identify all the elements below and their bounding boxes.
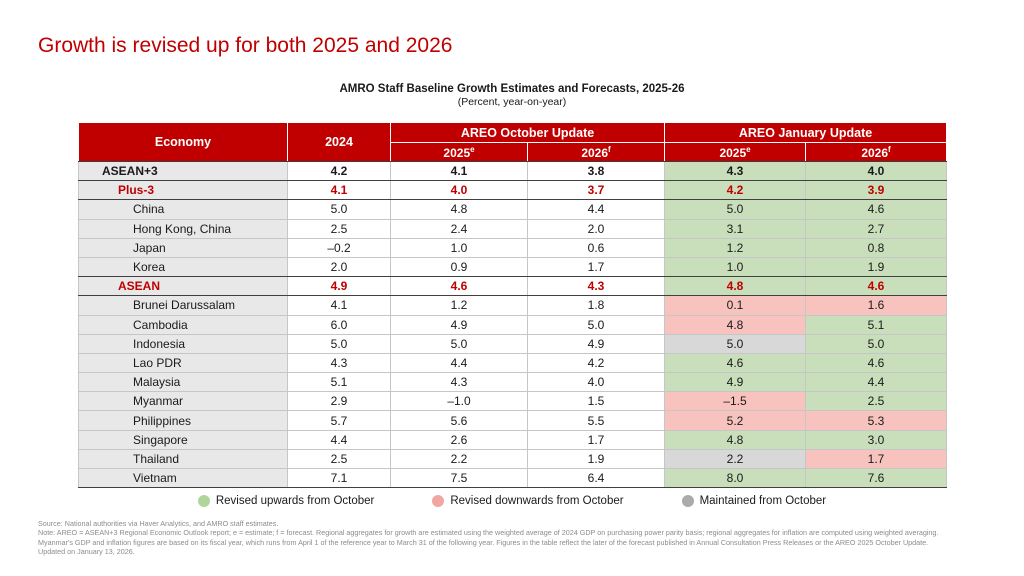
jan2026-cell: 5.0 bbox=[806, 334, 947, 353]
oct2026-cell: 4.2 bbox=[528, 353, 665, 372]
legend-label: Revised upwards from October bbox=[215, 495, 375, 507]
jan2026-cell: 2.5 bbox=[806, 392, 947, 411]
maintained-dot-icon bbox=[682, 495, 694, 507]
jan2025-cell: 3.1 bbox=[665, 219, 806, 238]
jan2025-cell: 4.6 bbox=[665, 353, 806, 372]
economy-cell: Vietnam bbox=[79, 469, 288, 488]
estimate-superscript: e bbox=[470, 144, 475, 154]
economy-cell: Lao PDR bbox=[79, 353, 288, 372]
oct2025-cell: 4.3 bbox=[391, 373, 528, 392]
jan2025-cell: 1.2 bbox=[665, 238, 806, 257]
header-year-text: 2025 bbox=[443, 145, 471, 160]
jan2026-cell: 4.6 bbox=[806, 353, 947, 372]
jan2025-cell: 8.0 bbox=[665, 469, 806, 488]
v2024-cell: 5.1 bbox=[288, 373, 391, 392]
oct2026-cell: 1.5 bbox=[528, 392, 665, 411]
jan2026-cell: 1.9 bbox=[806, 257, 947, 276]
oct2025-cell: 4.1 bbox=[391, 162, 528, 181]
legend bbox=[78, 495, 946, 507]
v2024-cell: 2.0 bbox=[288, 257, 391, 276]
header-oct-2025 bbox=[391, 143, 528, 162]
jan2026-cell: 3.0 bbox=[806, 430, 947, 449]
table-row bbox=[79, 257, 947, 276]
estimate-superscript: e bbox=[746, 144, 751, 154]
header-january-group: AREO January Update bbox=[665, 123, 947, 143]
oct2025-cell: 4.8 bbox=[391, 200, 528, 219]
oct2025-cell: 1.2 bbox=[391, 296, 528, 315]
oct2026-cell: 4.0 bbox=[528, 373, 665, 392]
table-row bbox=[79, 411, 947, 430]
oct2026-cell: 1.9 bbox=[528, 449, 665, 468]
jan2025-cell: 0.1 bbox=[665, 296, 806, 315]
legend-item-maintained bbox=[682, 495, 827, 507]
table-row bbox=[79, 162, 947, 181]
jan2026-cell: 4.6 bbox=[806, 277, 947, 296]
oct2025-cell: 0.9 bbox=[391, 257, 528, 276]
oct2026-cell: 4.4 bbox=[528, 200, 665, 219]
oct2025-cell: 5.0 bbox=[391, 334, 528, 353]
economy-cell: Cambodia bbox=[79, 315, 288, 334]
footnotes bbox=[38, 519, 954, 556]
oct2026-cell: 1.8 bbox=[528, 296, 665, 315]
v2024-cell: 4.2 bbox=[288, 162, 391, 181]
jan2025-cell: 4.8 bbox=[665, 315, 806, 334]
jan2026-cell: 0.8 bbox=[806, 238, 947, 257]
header-economy: Economy bbox=[79, 123, 288, 162]
table-row bbox=[79, 392, 947, 411]
oct2026-cell: 4.3 bbox=[528, 277, 665, 296]
revised-up-dot-icon bbox=[198, 495, 210, 507]
v2024-cell: 5.7 bbox=[288, 411, 391, 430]
jan2025-cell: 4.8 bbox=[665, 430, 806, 449]
oct2025-cell: 1.0 bbox=[391, 238, 528, 257]
slide-heading: Growth is revised up for both 2025 and 2026 bbox=[38, 34, 453, 57]
table-row bbox=[79, 296, 947, 315]
v2024-cell: 4.9 bbox=[288, 277, 391, 296]
table-row bbox=[79, 181, 947, 200]
jan2025-cell: 2.2 bbox=[665, 449, 806, 468]
table-row bbox=[79, 238, 947, 257]
jan2026-cell: 7.6 bbox=[806, 469, 947, 488]
v2024-cell: 4.1 bbox=[288, 296, 391, 315]
oct2026-cell: 3.8 bbox=[528, 162, 665, 181]
oct2025-cell: 4.4 bbox=[391, 353, 528, 372]
oct2026-cell: 2.0 bbox=[528, 219, 665, 238]
table-row bbox=[79, 315, 947, 334]
table-row bbox=[79, 373, 947, 392]
growth-forecast-table bbox=[78, 122, 947, 488]
header-year-text: 2025 bbox=[719, 145, 747, 160]
table-row bbox=[79, 353, 947, 372]
economy-cell: Malaysia bbox=[79, 373, 288, 392]
legend-item-revised-up bbox=[198, 495, 375, 507]
table-row bbox=[79, 334, 947, 353]
oct2025-cell: 2.4 bbox=[391, 219, 528, 238]
jan2025-cell: 5.0 bbox=[665, 334, 806, 353]
economy-cell: Plus-3 bbox=[79, 181, 288, 200]
table-title: AMRO Staff Baseline Growth Estimates and Forecasts, 2025-26 bbox=[339, 83, 685, 95]
economy-cell: ASEAN bbox=[79, 277, 288, 296]
methodology-note: Note: AREO = ASEAN+3 Regional Economic Outlook report; e = estimate; f = forecast. Regional aggregates for growth are estimated using the weighted average of 2024 GDP on purchasing power parity basis; regional aggregates for inflation are computed using weighted averaging. Myanmar's GDP and inflation figures are based on its fiscal year, which runs from April 1 of the reference year to March 31 of the following year. Figures in the table reflect the later of the forecast published in Annual Consultation Press Releases or the AREO 2025 October Update. Updated on January 13, 2026. bbox=[38, 528, 939, 557]
economy-cell: Singapore bbox=[79, 430, 288, 449]
table-row bbox=[79, 219, 947, 238]
v2024-cell: 5.0 bbox=[288, 200, 391, 219]
v2024-cell: 4.4 bbox=[288, 430, 391, 449]
forecast-superscript: f bbox=[888, 144, 891, 154]
v2024-cell: 4.3 bbox=[288, 353, 391, 372]
header-year-text: 2026 bbox=[581, 145, 609, 160]
economy-cell: Thailand bbox=[79, 449, 288, 468]
revised-down-dot-icon bbox=[432, 495, 444, 507]
jan2025-cell: 4.3 bbox=[665, 162, 806, 181]
oct2025-cell: 2.6 bbox=[391, 430, 528, 449]
jan2025-cell: 5.0 bbox=[665, 200, 806, 219]
oct2025-cell: 2.2 bbox=[391, 449, 528, 468]
source-note: Source: National authorities via Haver Analytics, and AMRO staff estimates. bbox=[38, 519, 279, 528]
economy-cell: Indonesia bbox=[79, 334, 288, 353]
table-row bbox=[79, 277, 947, 296]
header-jan-2025 bbox=[665, 143, 806, 162]
oct2026-cell: 1.7 bbox=[528, 257, 665, 276]
v2024-cell: 2.5 bbox=[288, 449, 391, 468]
oct2026-cell: 3.7 bbox=[528, 181, 665, 200]
table-subtitle: (Percent, year-on-year) bbox=[457, 96, 567, 108]
header-jan-2026 bbox=[806, 143, 947, 162]
table-row bbox=[79, 200, 947, 219]
v2024-cell: 2.5 bbox=[288, 219, 391, 238]
jan2026-cell: 4.0 bbox=[806, 162, 947, 181]
jan2025-cell: 1.0 bbox=[665, 257, 806, 276]
economy-cell: ASEAN+3 bbox=[79, 162, 288, 181]
v2024-cell: 6.0 bbox=[288, 315, 391, 334]
jan2025-cell: 5.2 bbox=[665, 411, 806, 430]
oct2025-cell: 4.6 bbox=[391, 277, 528, 296]
economy-cell: Japan bbox=[79, 238, 288, 257]
table-row bbox=[79, 449, 947, 468]
forecast-superscript: f bbox=[608, 144, 611, 154]
economy-cell: Brunei Darussalam bbox=[79, 296, 288, 315]
oct2025-cell: –1.0 bbox=[391, 392, 528, 411]
oct2025-cell: 4.9 bbox=[391, 315, 528, 334]
jan2026-cell: 5.3 bbox=[806, 411, 947, 430]
legend-label: Maintained from October bbox=[699, 495, 827, 507]
jan2026-cell: 5.1 bbox=[806, 315, 947, 334]
legend-label: Revised downwards from October bbox=[450, 495, 624, 507]
oct2026-cell: 0.6 bbox=[528, 238, 665, 257]
oct2026-cell: 4.9 bbox=[528, 334, 665, 353]
v2024-cell: 4.1 bbox=[288, 181, 391, 200]
v2024-cell: 2.9 bbox=[288, 392, 391, 411]
oct2025-cell: 4.0 bbox=[391, 181, 528, 200]
oct2026-cell: 1.7 bbox=[528, 430, 665, 449]
oct2025-cell: 5.6 bbox=[391, 411, 528, 430]
header-2024: 2024 bbox=[288, 123, 391, 162]
jan2025-cell: –1.5 bbox=[665, 392, 806, 411]
jan2025-cell: 4.9 bbox=[665, 373, 806, 392]
v2024-cell: 5.0 bbox=[288, 334, 391, 353]
legend-item-revised-down bbox=[432, 495, 623, 507]
growth-table-body bbox=[79, 162, 947, 488]
v2024-cell: –0.2 bbox=[288, 238, 391, 257]
economy-cell: Myanmar bbox=[79, 392, 288, 411]
table-title-block bbox=[78, 83, 946, 108]
jan2025-cell: 4.8 bbox=[665, 277, 806, 296]
economy-cell: Hong Kong, China bbox=[79, 219, 288, 238]
economy-cell: Philippines bbox=[79, 411, 288, 430]
jan2026-cell: 1.7 bbox=[806, 449, 947, 468]
jan2026-cell: 1.6 bbox=[806, 296, 947, 315]
jan2026-cell: 3.9 bbox=[806, 181, 947, 200]
header-year-text: 2026 bbox=[861, 145, 889, 160]
table-row bbox=[79, 430, 947, 449]
oct2026-cell: 5.0 bbox=[528, 315, 665, 334]
table-row bbox=[79, 469, 947, 488]
economy-cell: Korea bbox=[79, 257, 288, 276]
jan2026-cell: 2.7 bbox=[806, 219, 947, 238]
header-oct-2026 bbox=[528, 143, 665, 162]
economy-cell: China bbox=[79, 200, 288, 219]
v2024-cell: 7.1 bbox=[288, 469, 391, 488]
jan2026-cell: 4.6 bbox=[806, 200, 947, 219]
jan2025-cell: 4.2 bbox=[665, 181, 806, 200]
header-october-group: AREO October Update bbox=[391, 123, 665, 143]
oct2026-cell: 5.5 bbox=[528, 411, 665, 430]
jan2026-cell: 4.4 bbox=[806, 373, 947, 392]
table-header bbox=[79, 123, 947, 162]
oct2026-cell: 6.4 bbox=[528, 469, 665, 488]
oct2025-cell: 7.5 bbox=[391, 469, 528, 488]
